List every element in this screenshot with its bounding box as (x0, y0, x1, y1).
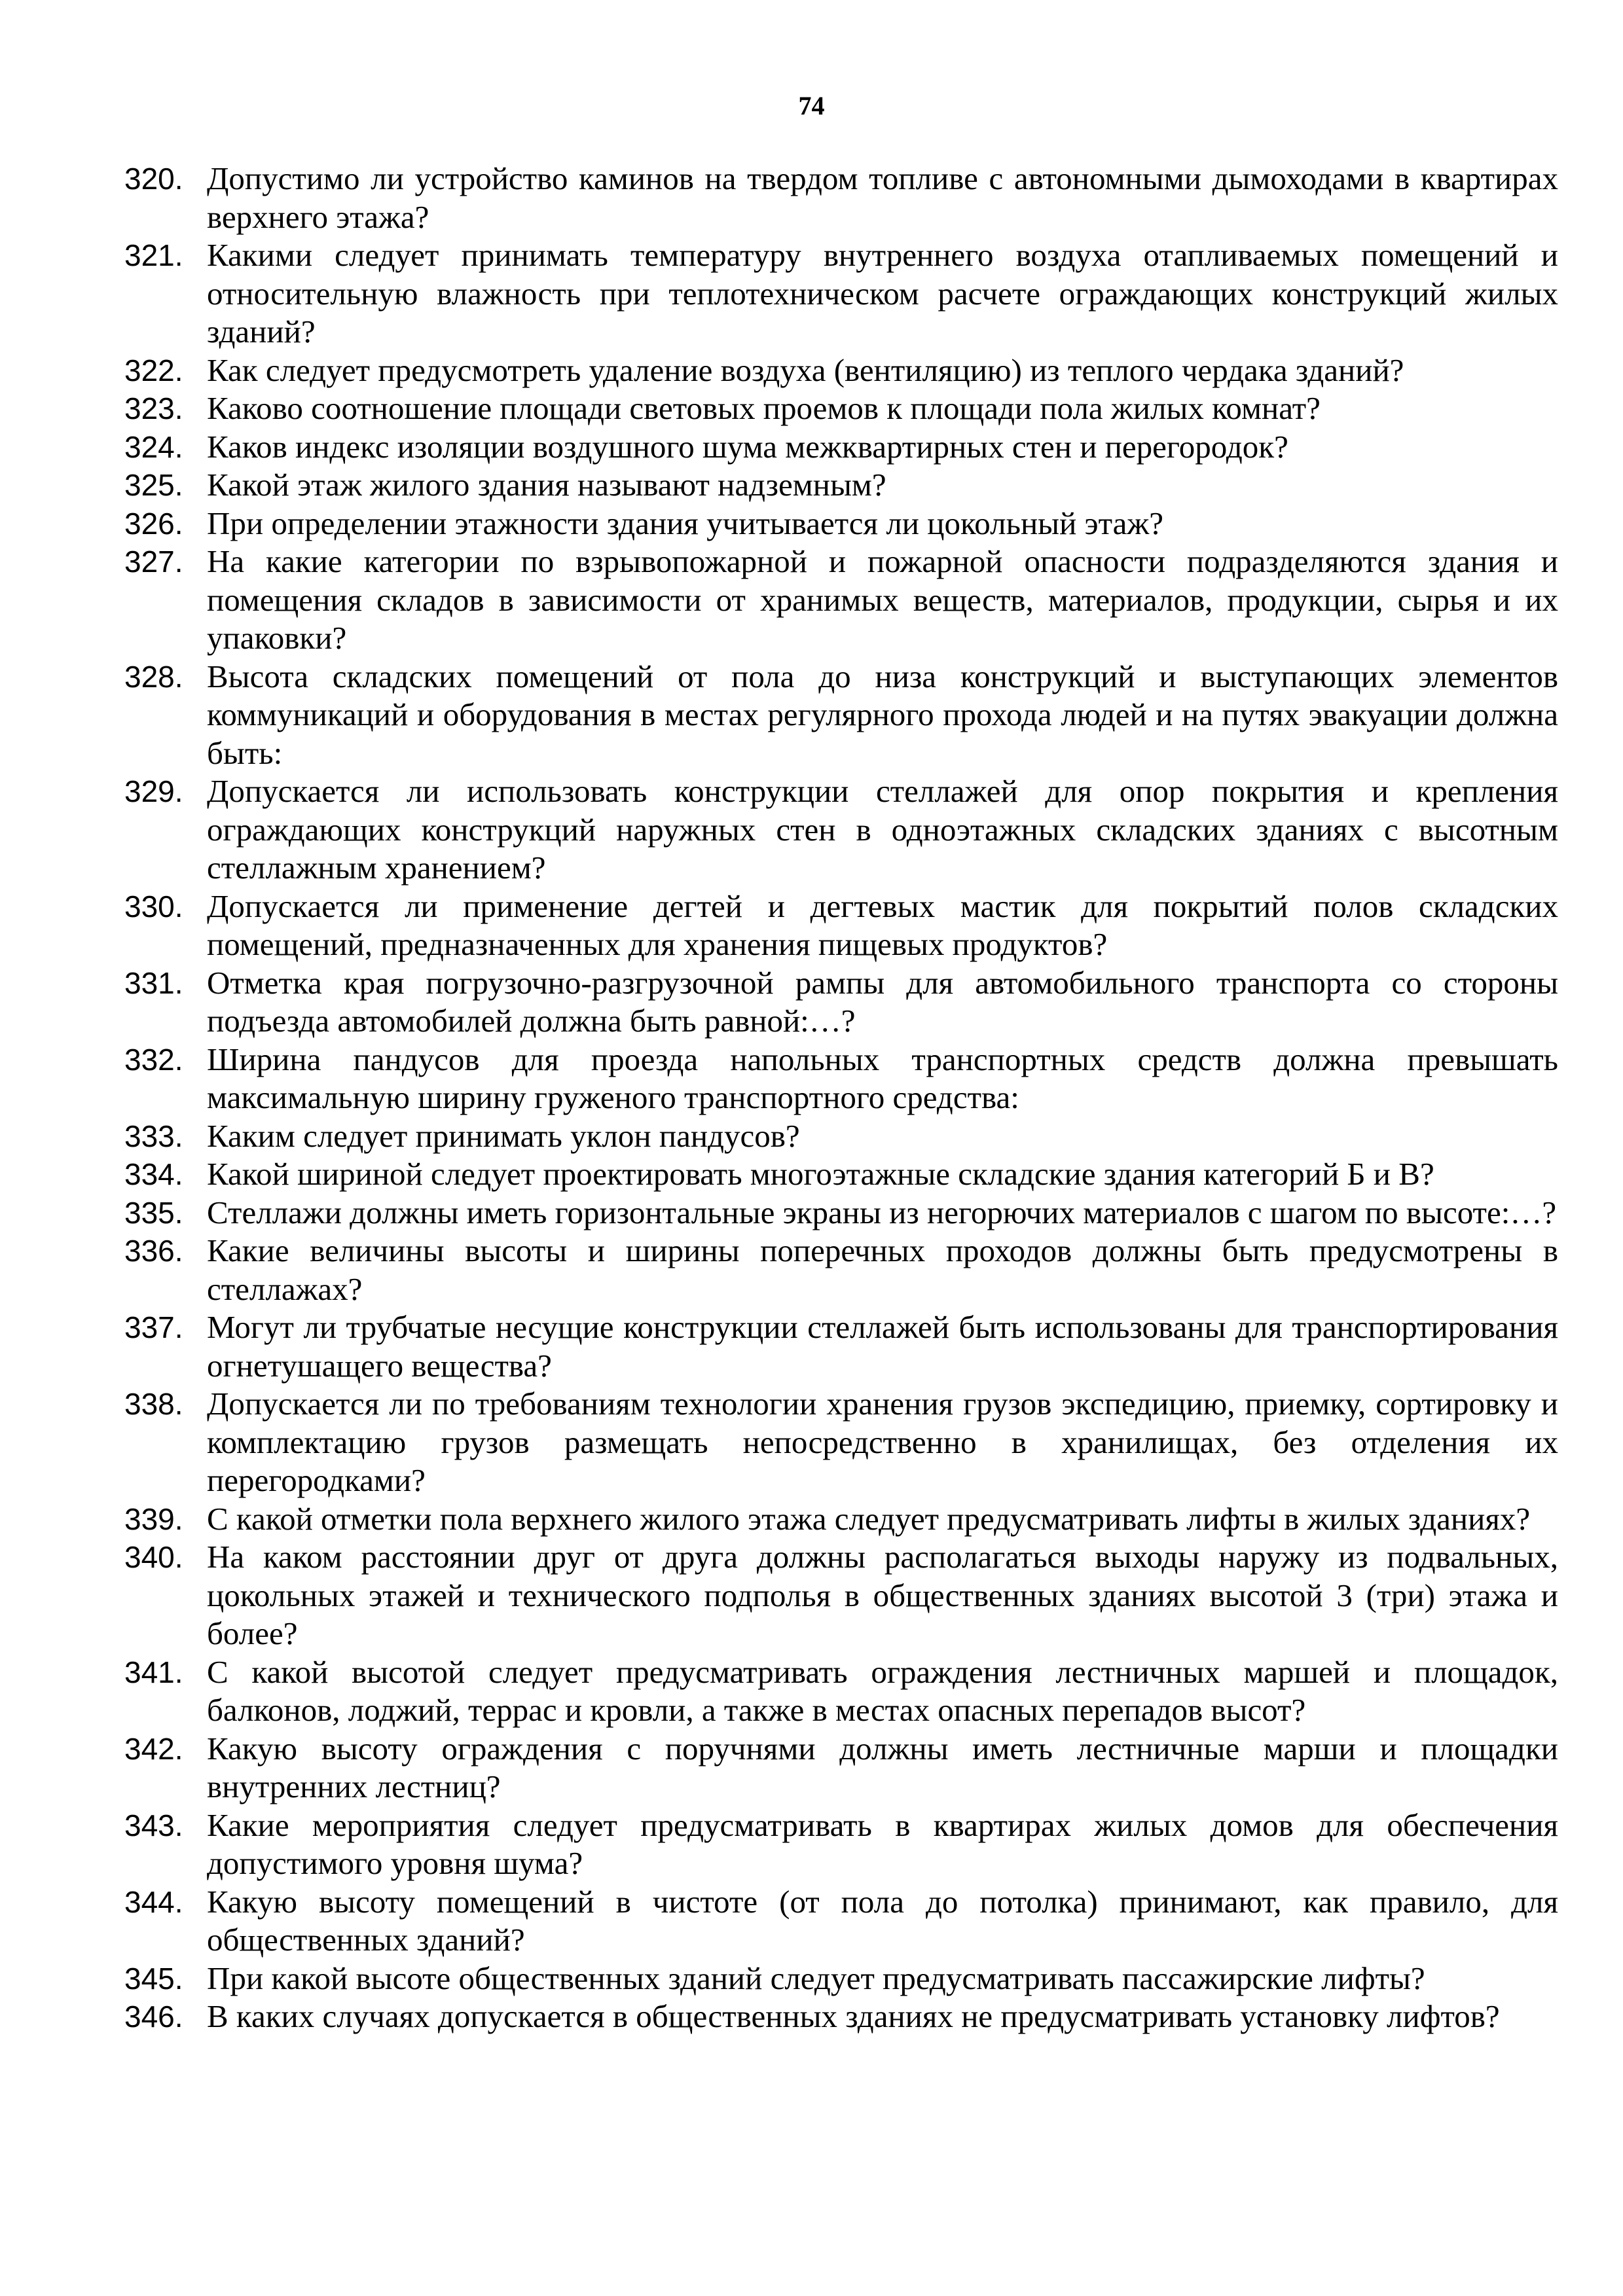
question-text: Допускается ли применение дегтей и дегтевых мастик для покрытий полов складских помещений, предназначенных для хранения пищевых продуктов? (207, 888, 1558, 962)
question-number: 329. (124, 774, 183, 808)
list-item (124, 1730, 1558, 1806)
question-number: 344. (124, 1884, 183, 1919)
question-text: Как следует предусмотреть удаление воздуха (вентиляцию) из теплого чердака зданий? (207, 351, 1404, 388)
list-item (124, 160, 1558, 236)
list-item (124, 1041, 1558, 1117)
question-text: Какие величины высоты и ширины поперечных проходов должны быть предусмотрены в стеллажах? (207, 1232, 1558, 1307)
question-number: 322. (124, 353, 183, 387)
list-item (124, 505, 1558, 543)
question-text: Каков индекс изоляции воздушного шума межквартирных стен и перегородок? (207, 428, 1288, 465)
question-number: 335. (124, 1195, 183, 1230)
question-text: При какой высоте общественных зданий следует предусматривать пассажирские лифты? (207, 1960, 1425, 1996)
list-item (124, 351, 1558, 390)
question-text: На какие категории по взрывопожарной и пожарной опасности подразделяются здания и помещения складов в зависимости от хранимых веществ, материалов, продукции, сырья и их упаковки? (207, 543, 1558, 656)
question-text: При определении этажности здания учитывается ли цокольный этаж? (207, 505, 1163, 541)
question-number: 323. (124, 391, 183, 425)
list-item (124, 1308, 1558, 1385)
question-number: 326. (124, 506, 183, 541)
list-item (124, 1500, 1558, 1539)
question-number: 340. (124, 1540, 183, 1574)
question-number: 332. (124, 1042, 183, 1077)
question-text: Допускается ли по требованиям технологии хранения грузов экспедицию, приемку, сортировку и комплектацию грузов размещать непосредственно в хранилищах, без отделения их перегородками? (207, 1386, 1558, 1498)
question-number: 346. (124, 2000, 183, 2034)
question-text: Каково соотношение площади световых проемов к площади пола жилых комнат? (207, 390, 1321, 426)
question-number: 325. (124, 468, 183, 502)
page-number: 74 (798, 91, 825, 120)
question-number: 324. (124, 429, 183, 464)
list-item (124, 658, 1558, 773)
question-text: С какой высотой следует предусматривать ограждения лестничных маршей и площадок, балконов, лоджий, террас и кровли, а также в местах опасных перепадов высот? (207, 1653, 1558, 1728)
question-number: 333. (124, 1119, 183, 1153)
list-item (124, 1883, 1558, 1960)
list-item (124, 1194, 1558, 1232)
question-number: 330. (124, 889, 183, 924)
question-text: Какой этаж жилого здания называют надземным? (207, 467, 886, 503)
question-list (124, 160, 1558, 2036)
question-number: 328. (124, 659, 183, 694)
list-item (124, 389, 1558, 428)
question-text: В каких случаях допускается в общественных зданиях не предусматривать установку лифтов? (207, 1998, 1500, 2034)
question-number: 339. (124, 1501, 183, 1536)
question-text: Какой шириной следует проектировать многоэтажные складские здания категорий Б и В? (207, 1156, 1434, 1192)
question-number: 321. (124, 238, 183, 272)
list-item (124, 1653, 1558, 1730)
list-item (124, 1232, 1558, 1308)
list-item (124, 772, 1558, 888)
list-item (124, 1806, 1558, 1883)
list-item (124, 964, 1558, 1041)
question-text: Какую высоту ограждения с поручнями должны иметь лестничные марши и площадки внутренних лестниц? (207, 1730, 1558, 1804)
question-number: 334. (124, 1157, 183, 1191)
list-item (124, 1538, 1558, 1653)
question-number: 345. (124, 1961, 183, 1996)
list-item (124, 1117, 1558, 1156)
question-text: На каком расстоянии друг от друга должны располагаться выходы наружу из подвальных, цокольных этажей и технического подполья в общественных зданиях высотой 3 (три) этажа и более? (207, 1539, 1558, 1651)
question-number: 331. (124, 965, 183, 1000)
list-item (124, 543, 1558, 658)
list-item (124, 1155, 1558, 1194)
question-text: Отметка края погрузочно-разгрузочной рампы для автомобильного транспорта со стороны подъезда автомобилей должна быть равной:…? (207, 964, 1558, 1039)
question-number: 342. (124, 1731, 183, 1766)
question-text: Какую высоту помещений в чистоте (от пола до потолка) принимают, как правило, для общественных зданий? (207, 1883, 1558, 1958)
question-number: 327. (124, 545, 183, 579)
question-number: 337. (124, 1310, 183, 1344)
list-item (124, 1960, 1558, 1998)
list-item (124, 888, 1558, 964)
question-text: Допускается ли использовать конструкции стеллажей для опор покрытия и крепления ограждающих конструкций наружных стен в одноэтажных складских зданиях с высотным стеллажным хранением? (207, 773, 1558, 886)
question-number: 343. (124, 1808, 183, 1842)
question-number: 320. (124, 162, 183, 196)
question-text: Какие мероприятия следует предусматривать в квартирах жилых домов для обеспечения допустимого уровня шума? (207, 1806, 1558, 1881)
question-text: С какой отметки пола верхнего жилого этажа следует предусматривать лифты в жилых зданиях? (207, 1500, 1531, 1537)
list-item (124, 1385, 1558, 1500)
question-text: Могут ли трубчатые несущие конструкции стеллажей быть использованы для транспортирования огнетушащего вещества? (207, 1309, 1558, 1384)
question-number: 338. (124, 1387, 183, 1421)
question-text: Каким следует принимать уклон пандусов? (207, 1117, 800, 1154)
question-text: Допустимо ли устройство каминов на твердом топливе с автономными дымоходами в квартирах верхнего этажа? (207, 160, 1558, 235)
question-text: Высота складских помещений от пола до низа конструкций и выступающих элементов коммуникаций и оборудования в местах регулярного прохода людей и на путях эвакуации должна быть: (207, 658, 1558, 771)
list-item (124, 466, 1558, 505)
list-item (124, 1998, 1558, 2036)
question-number: 336. (124, 1234, 183, 1268)
question-text: Какими следует принимать температуру внутреннего воздуха отапливаемых помещений и относительную влажность при теплотехническом расчете ограждающих конструкций жилых зданий? (207, 237, 1558, 350)
question-text: Стеллажи должны иметь горизонтальные экраны из негорючих материалов с шагом по высоте:…? (207, 1194, 1557, 1230)
question-text: Ширина пандусов для проезда напольных транспортных средств должна превышать максимальную ширину груженого транспортного средства: (207, 1041, 1558, 1115)
list-item (124, 236, 1558, 351)
question-number: 341. (124, 1655, 183, 1689)
list-item (124, 428, 1558, 467)
